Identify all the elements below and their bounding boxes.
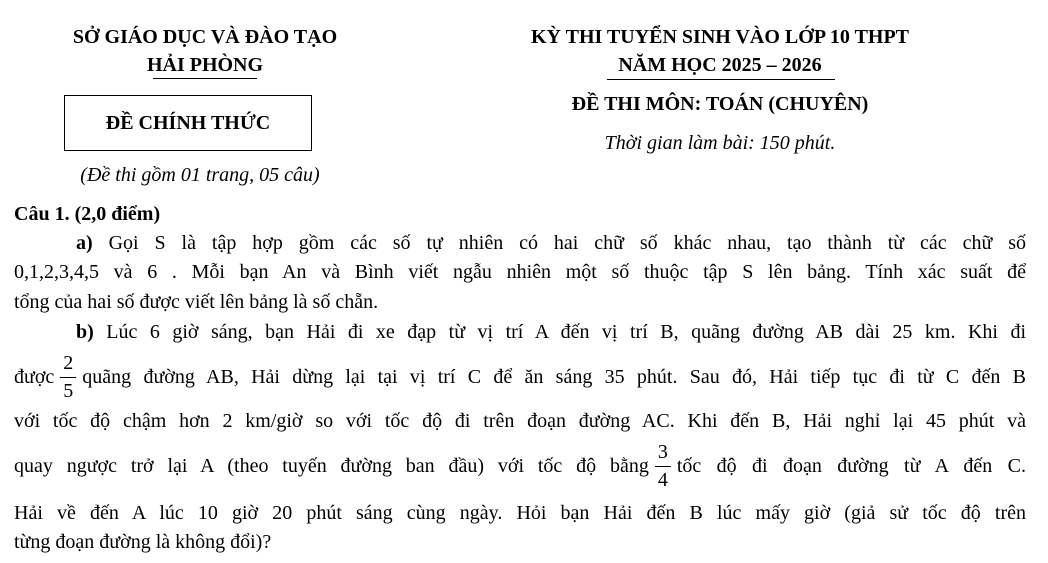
- part-b-text-4-pre: quay ngược trở lại A (theo tuyến đường ban đầu) với tốc độ bằng: [14, 454, 649, 477]
- fraction-numerator: 3: [655, 441, 671, 467]
- exam-name: KỲ THI TUYỂN SINH VÀO LỚP 10 THPT: [530, 26, 910, 48]
- fraction-denominator: 4: [657, 469, 668, 491]
- part-a-label: a): [76, 232, 93, 254]
- official-exam-box: [64, 95, 312, 151]
- part-b-text-1: Lúc 6 giờ sáng, bạn Hải đi xe đạp từ vị trí A đến vị trí B, quãng đường AB dài 25 km. Khi đi: [106, 321, 1027, 343]
- fraction-numerator: 2: [60, 352, 76, 378]
- part-b-label: b): [76, 321, 94, 343]
- question-1a-line-2: 0,1,2,3,4,5 và 6 . Mỗi bạn An và Bình viết ngẫu nhiên một số thuộc tập S lên bảng. Tính xác suất để: [14, 261, 1026, 283]
- question-1b-line-1: [14, 321, 1026, 344]
- fraction-two-fifths: [60, 352, 76, 402]
- question-1b-line-2: [14, 350, 1026, 404]
- exam-duration: Thời gian làm bài: 150 phút.: [604, 132, 836, 154]
- question-1-title: Câu 1. (2,0 điểm): [14, 203, 161, 225]
- page-info: (Đề thi gồm 01 trang, 05 câu): [80, 164, 320, 186]
- official-exam-label: ĐỀ CHÍNH THỨC: [105, 111, 271, 134]
- part-b-text-2-post: quãng đường AB, Hải dừng lại tại vị trí C để ăn sáng 35 phút. Sau đó, Hải tiếp tục đi từ C đến B: [82, 365, 1026, 388]
- school-year: NĂM HỌC 2025 – 2026: [618, 54, 822, 76]
- part-b-text-2-pre: được: [14, 365, 55, 388]
- exam-subject: ĐỀ THI MÔN: TOÁN (CHUYÊN): [571, 93, 869, 115]
- city-name: HẢI PHÒNG: [146, 54, 264, 76]
- question-1b-line-6: từng đoạn đường là không đổi)?: [14, 531, 272, 553]
- question-1b-line-4: [14, 439, 1026, 493]
- school-year-underline: [607, 79, 835, 80]
- part-a-text-1: Gọi S là tập hợp gồm các số tự nhiên có hai chữ số khác nhau, tạo thành từ các chữ số: [108, 232, 1027, 254]
- question-1b-line-3: với tốc độ chậm hơn 2 km/giờ so với tốc độ đi trên đoạn đường AC. Khi đến B, Hải nghỉ lại 45 phút và: [14, 410, 1026, 432]
- question-1a-line-3: tổng của hai số được viết lên bảng là số chẵn.: [14, 291, 379, 313]
- question-1a-line-1: [14, 232, 1026, 255]
- department-name: SỞ GIÁO DỤC VÀ ĐÀO TẠO: [72, 26, 338, 48]
- fraction-denominator: 5: [63, 380, 74, 402]
- question-1b-line-5: Hải về đến A lúc 10 giờ 20 phút sáng cùng ngày. Hỏi bạn Hải đến B lúc mấy giờ (giả sử tốc độ trên: [14, 502, 1026, 524]
- city-underline: [153, 78, 257, 79]
- part-b-text-4-post: tốc độ đi đoạn đường từ A đến C.: [676, 454, 1026, 477]
- fraction-three-quarters: [655, 441, 671, 491]
